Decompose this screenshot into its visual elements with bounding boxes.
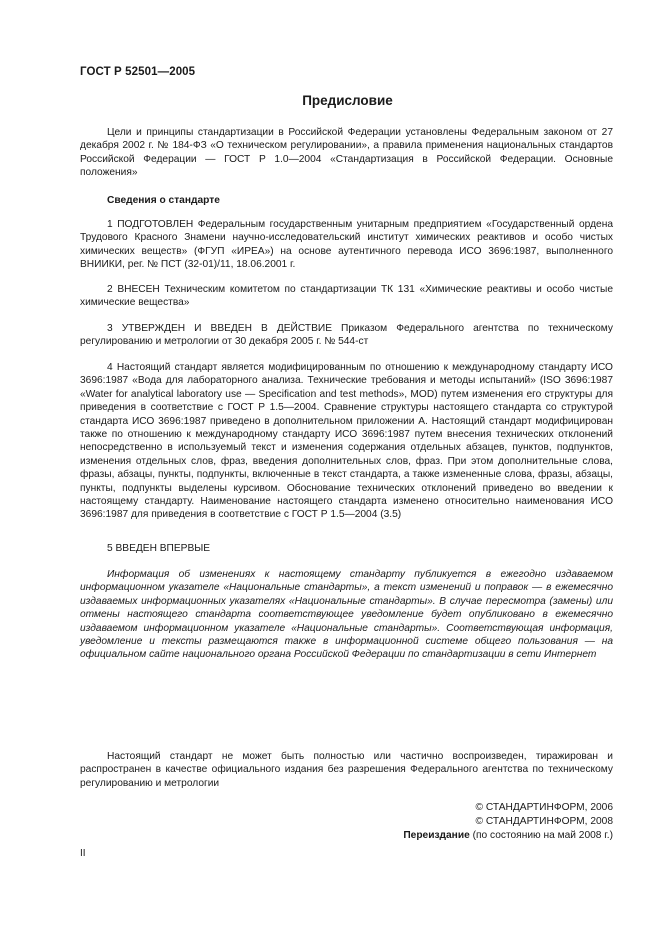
- intro-paragraph: [80, 126, 613, 180]
- item-4-text: 4 Настоящий стандарт является модифицированным по отношению к международному стандарту ИСО 3696:1987 «Вода для лабораторного анализа. Технические требования и методы испытаний» (ISO 3696:1987 «Water for analytical laboratory use — Specification and test methods», MOD) путем изменения его структуры для приведения в соответствие с ГОСТ Р 1.5—2004. Сравнение структуры настоящего стандарта со структурой стандарта ИСО 3696:1987 приведено в дополнительном приложении А. Настоящий стандарт модифицирован также по отношению к международному стандарту ИСО 3696:1987 путем внесения технических отклонений непосредственно в используемый текст и изменения содержания отдельных абзацев, пунктов, подпунктов, изменения отдельных слов, фраз, введения дополнительных слов, фраз. При этом дополнительные слова, фразы, абзацы, пункты, подпункты, включенные в текст стандарта, а также измененные слова, фразы, абзацы, пункты, подпункты выделены курсивом. Обоснование технических отклонений приведено во введении к настоящему стандарту. Наименование настоящего стандарта изменено относительно наименования ИСО 3696:1987 для приведения в соответствие с ГОСТ Р 1.5—2004 (3.5): [80, 362, 613, 521]
- page-number: II: [80, 848, 86, 859]
- item-2: [80, 283, 613, 310]
- info-note-text: Информация об изменениях к настоящему стандарту публикуется в ежегодно издаваемом информационном указателе «Национальные стандарты», а текст изменений и поправок — в ежемесячно издаваемых информационных указателях «Национальные стандарты». В случае пересмотра (замены) или отмены настоящего стандарта соответствующее уведомление будет опубликовано в ежемесячно издаваемом информационном указателе «Национальные стандарты». Соответствующая информация, уведомление и тексты размещаются также в информационной системе общего пользования — на официальном сайте национального органа Российской Федерации по стандартизации в сети Интернет: [80, 569, 613, 661]
- copyright-line-1: © СТАНДАРТИНФОРМ, 2006: [475, 802, 613, 813]
- reissue-label: Переиздание: [403, 830, 470, 841]
- copyright-line-2: © СТАНДАРТИНФОРМ, 2008: [475, 816, 613, 827]
- item-5: [80, 542, 613, 555]
- info-note: [80, 568, 613, 662]
- item-5-text: 5 ВВЕДЕН ВПЕРВЫЕ: [107, 543, 211, 554]
- document-code: ГОСТ Р 52501—2005: [80, 66, 196, 78]
- page-title-text: Предисловие: [302, 93, 393, 108]
- copyright-notice: [80, 750, 613, 790]
- item-1-text: 1 ПОДГОТОВЛЕН Федеральным государственным унитарным предприятием «Государственный ордена Трудового Красного Знамени научно-исследовательский институт химических реактивов и особо чистых химических веществ» (ФГУП «ИРЕА») на основе аутентичного перевода ИСО 3696:1987, выполненного ВНИИКИ, рег. № ПСТ (32-01)/11, 18.06.2001 г.: [80, 219, 613, 271]
- section-heading: Сведения о стандарте: [107, 195, 220, 206]
- reissue-line: [403, 829, 613, 842]
- intro-text: Цели и принципы стандартизации в Российской Федерации установлены Федеральным законом от 27 декабря 2002 г. № 184-ФЗ «О техническом регулировании», а правила применения национальных стандартов Российской Федерации — ГОСТ Р 1.0—2004 «Стандартизация в Российской Федерации. Основные положения»: [80, 127, 613, 179]
- item-2-text: 2 ВНЕСЕН Техническим комитетом по стандартизации ТК 131 «Химические реактивы и особо чистые химические вещества»: [80, 284, 613, 309]
- reissue-detail: (по состоянию на май 2008 г.): [472, 830, 613, 841]
- item-1: [80, 218, 613, 272]
- item-3-text: 3 УТВЕРЖДЕН И ВВЕДЕН В ДЕЙСТВИЕ Приказом Федерального агентства по техническому регулированию и метрологии от 30 декабря 2005 г. № 544-ст: [80, 323, 613, 348]
- item-3: [80, 322, 613, 349]
- item-4: [80, 361, 613, 522]
- copyright-notice-text: Настоящий стандарт не может быть полностью или частично воспроизведен, тиражирован и распространен в качестве официального издания без разрешения Федерального агентства по техническому регулированию и метрологии: [80, 751, 613, 789]
- page-title: [0, 93, 661, 108]
